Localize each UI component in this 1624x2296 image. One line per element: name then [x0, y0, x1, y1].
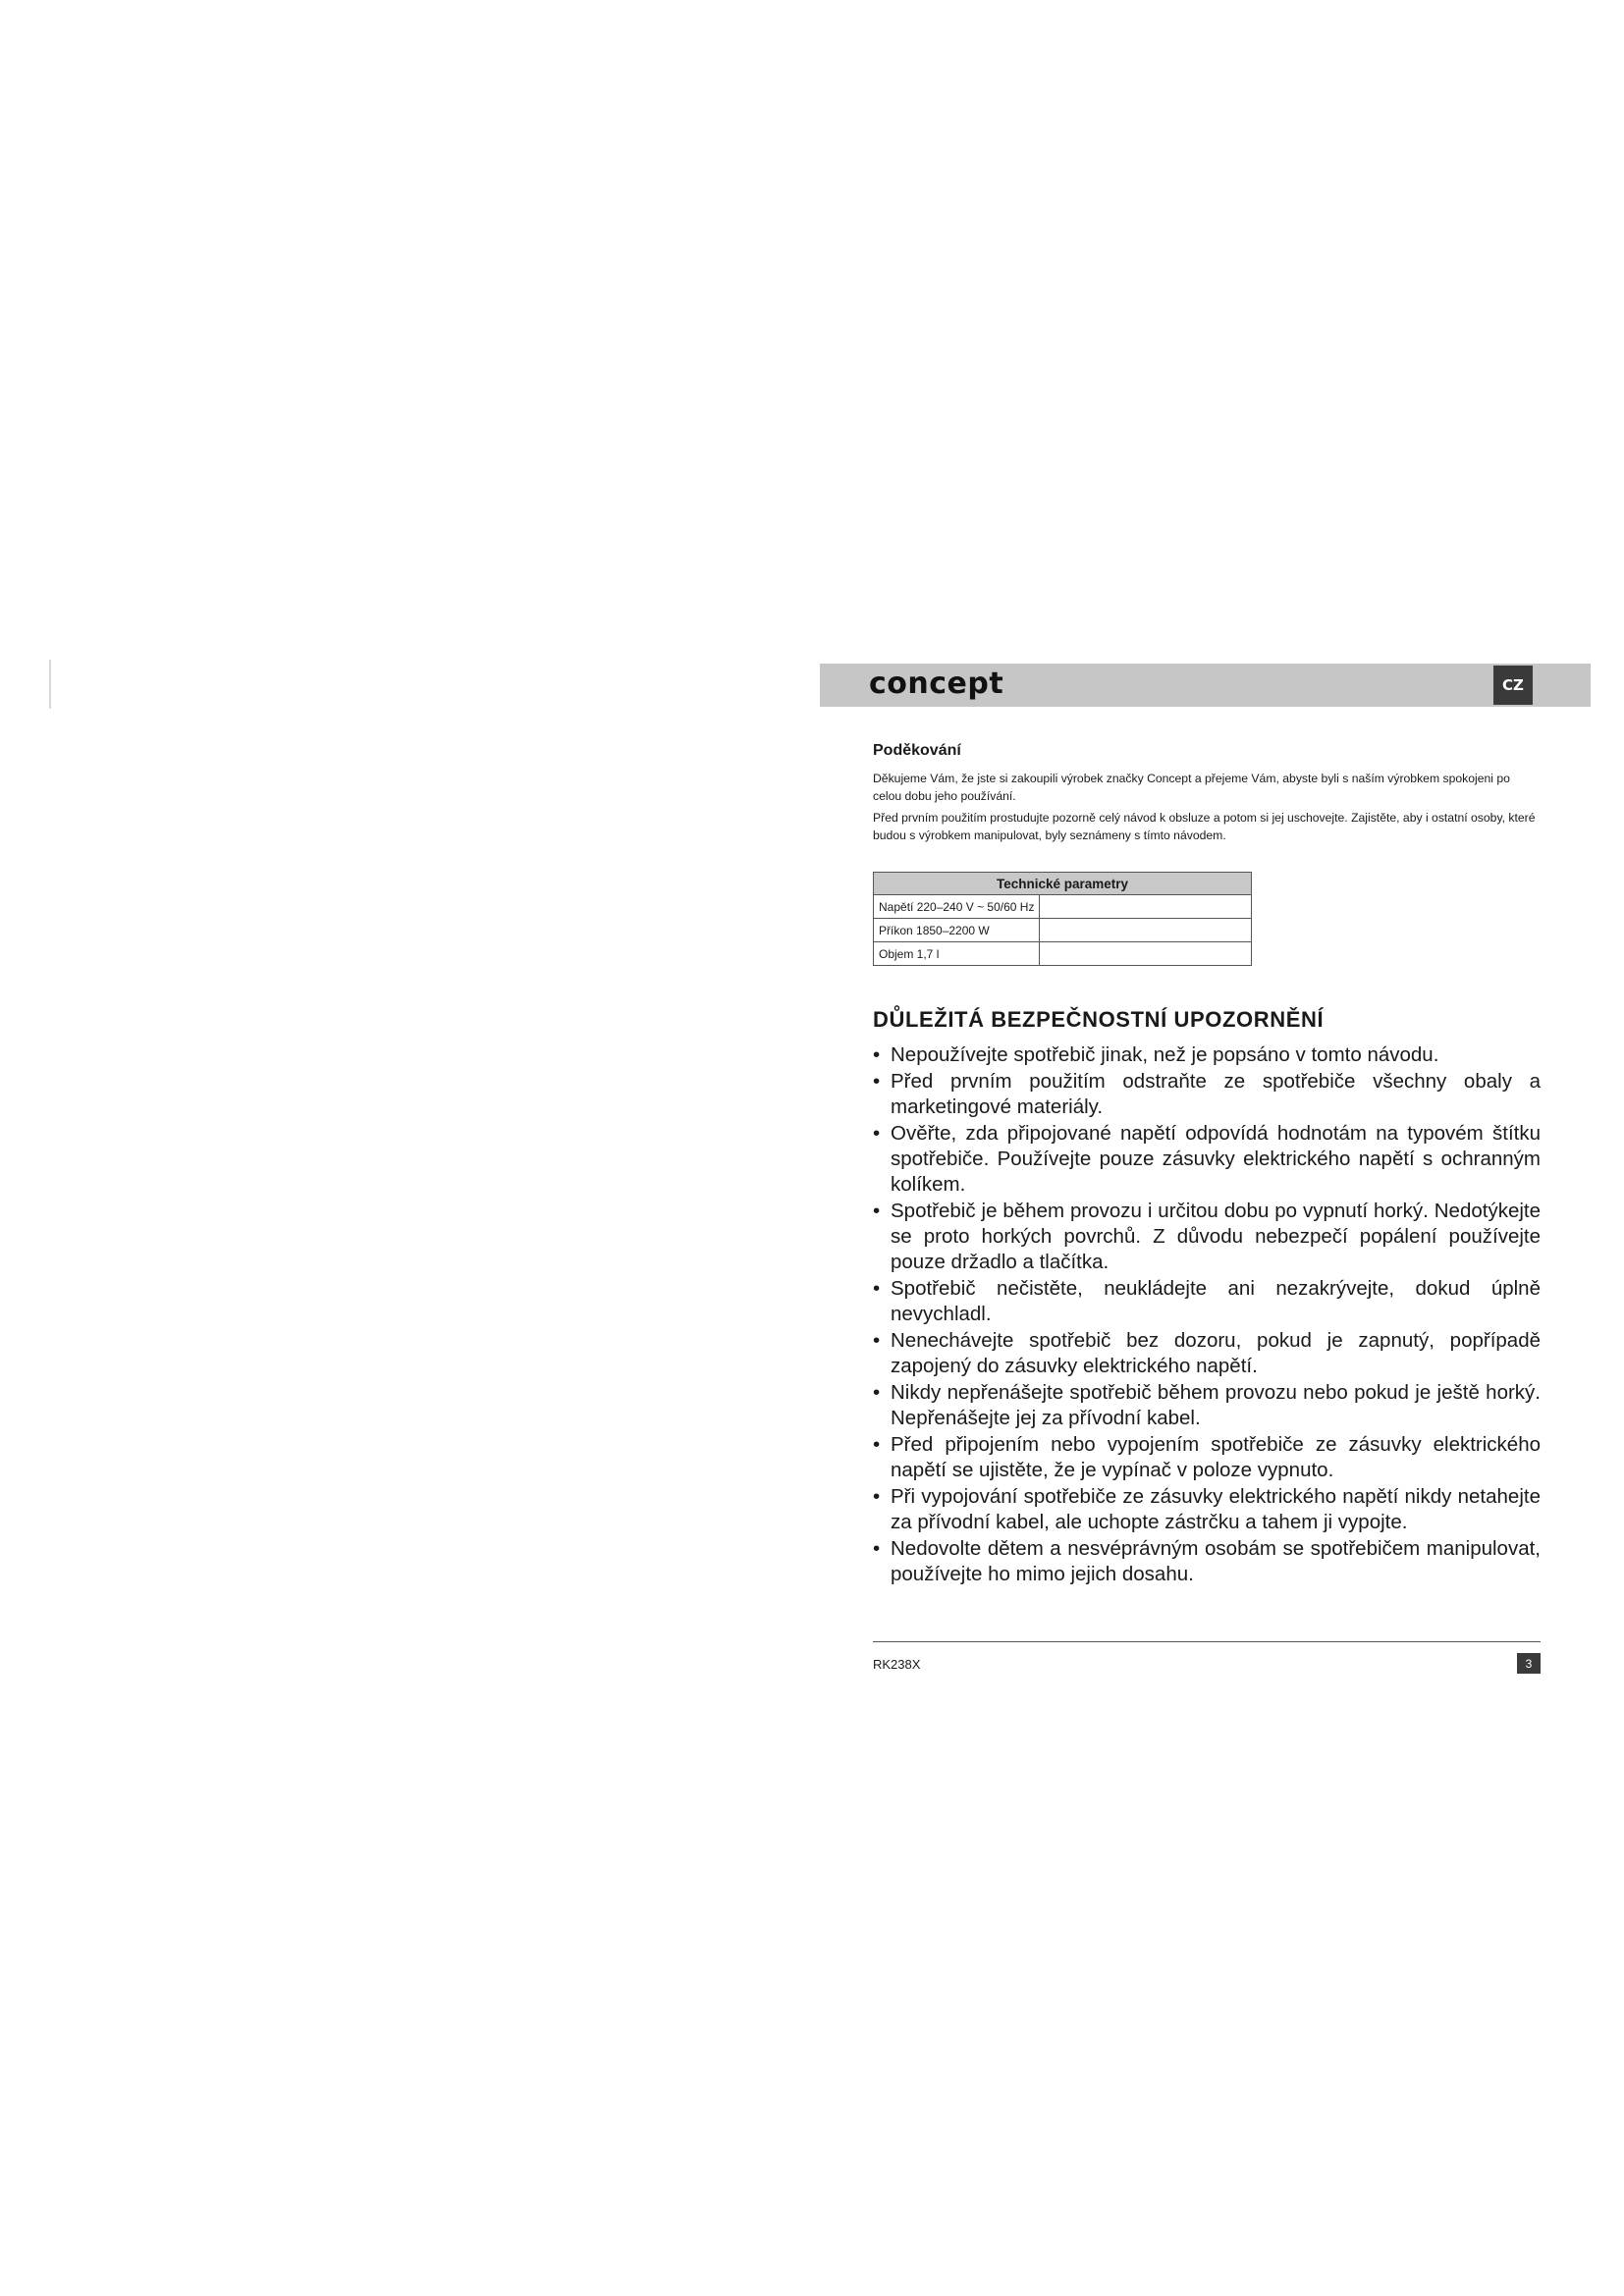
list-item: • Nikdy nepřenášejte spotřebič během provozu nebo pokud je ještě horký. Nepřenášejte jej za přívodní kabel.	[873, 1380, 1541, 1431]
header-bar	[820, 664, 1591, 707]
tech-params-table	[873, 872, 1252, 966]
intro-paragraph: Před prvním použitím prostudujte pozorně celý návod k obsluze a potom si jej uschovejte. Zajistěte, aby i ostatní osoby, které budou s výrobkem manipulovat, byly seznámeny s tímto návodem.	[873, 811, 1536, 842]
intro-paragraph: Děkujeme Vám, že jste si zakoupili výrobek značky Concept a přejeme Vám, abyste byli s naším výrobkem spokojeni po celou dobu jeho používání.	[873, 772, 1510, 803]
scan-edge-mark	[49, 660, 51, 709]
list-item: • Před připojením nebo vypojením spotřebiče ze zásuvky elektrického napětí se ujistěte, že je vypínač v poloze vypnuto.	[873, 1432, 1541, 1483]
table-row	[874, 895, 1252, 919]
table-cell	[1040, 919, 1252, 942]
table-row	[874, 919, 1252, 942]
table-row	[874, 942, 1252, 966]
table-cell: Napětí 220–240 V ~ 50/60 Hz	[874, 895, 1040, 919]
table-cell: Objem 1,7 l	[874, 942, 1040, 966]
manual-page	[820, 664, 1591, 1694]
safety-heading: DŮLEŽITÁ BEZPEČNOSTNÍ UPOZORNĚNÍ	[873, 1007, 1325, 1032]
table-cell	[1040, 895, 1252, 919]
brand-logo: concept	[869, 667, 1004, 701]
list-item: • Spotřebič je během provozu i určitou dobu po vypnutí horký. Nedotýkejte se proto horkých povrchů. Z důvodu nebezpečí popálení používejte pouze držadlo a tlačítka.	[873, 1199, 1541, 1275]
list-item: • Při vypojování spotřebiče ze zásuvky elektrického napětí nikdy netahejte za přívodní kabel, ale uchopte zástrčku a tahem ji vypojte.	[873, 1484, 1541, 1535]
list-item: • Před prvním použitím odstraňte ze spotřebiče všechny obaly a marketingové materiály.	[873, 1069, 1541, 1120]
language-badge: CZ	[1493, 666, 1533, 705]
list-item: • Nepoužívejte spotřebič jinak, než je popsáno v tomto návodu.	[873, 1042, 1541, 1068]
list-item: • Spotřebič nečistěte, neukládejte ani nezakrývejte, dokud úplně nevychladl.	[873, 1276, 1541, 1327]
list-item: • Ověřte, zda připojované napětí odpovídá hodnotám na typovém štítku spotřebiče. Používejte pouze zásuvky elektrického napětí s ochranným kolíkem.	[873, 1121, 1541, 1198]
list-item: • Nenechávejte spotřebič bez dozoru, pokud je zapnutý, popřípadě zapojený do zásuvky elektrického napětí.	[873, 1328, 1541, 1379]
safety-list	[873, 1042, 1541, 1588]
footer-divider	[873, 1641, 1541, 1642]
page-number: 3	[1517, 1653, 1541, 1674]
table-cell: Příkon 1850–2200 W	[874, 919, 1040, 942]
table-header: Technické parametry	[874, 873, 1252, 895]
table-cell	[1040, 942, 1252, 966]
model-number: RK238X	[873, 1657, 921, 1672]
list-item: • Nedovolte dětem a nesvéprávným osobám se spotřebičem manipulovat, používejte ho mimo jejich dosahu.	[873, 1536, 1541, 1587]
thanks-heading: Poděkování	[873, 742, 961, 759]
